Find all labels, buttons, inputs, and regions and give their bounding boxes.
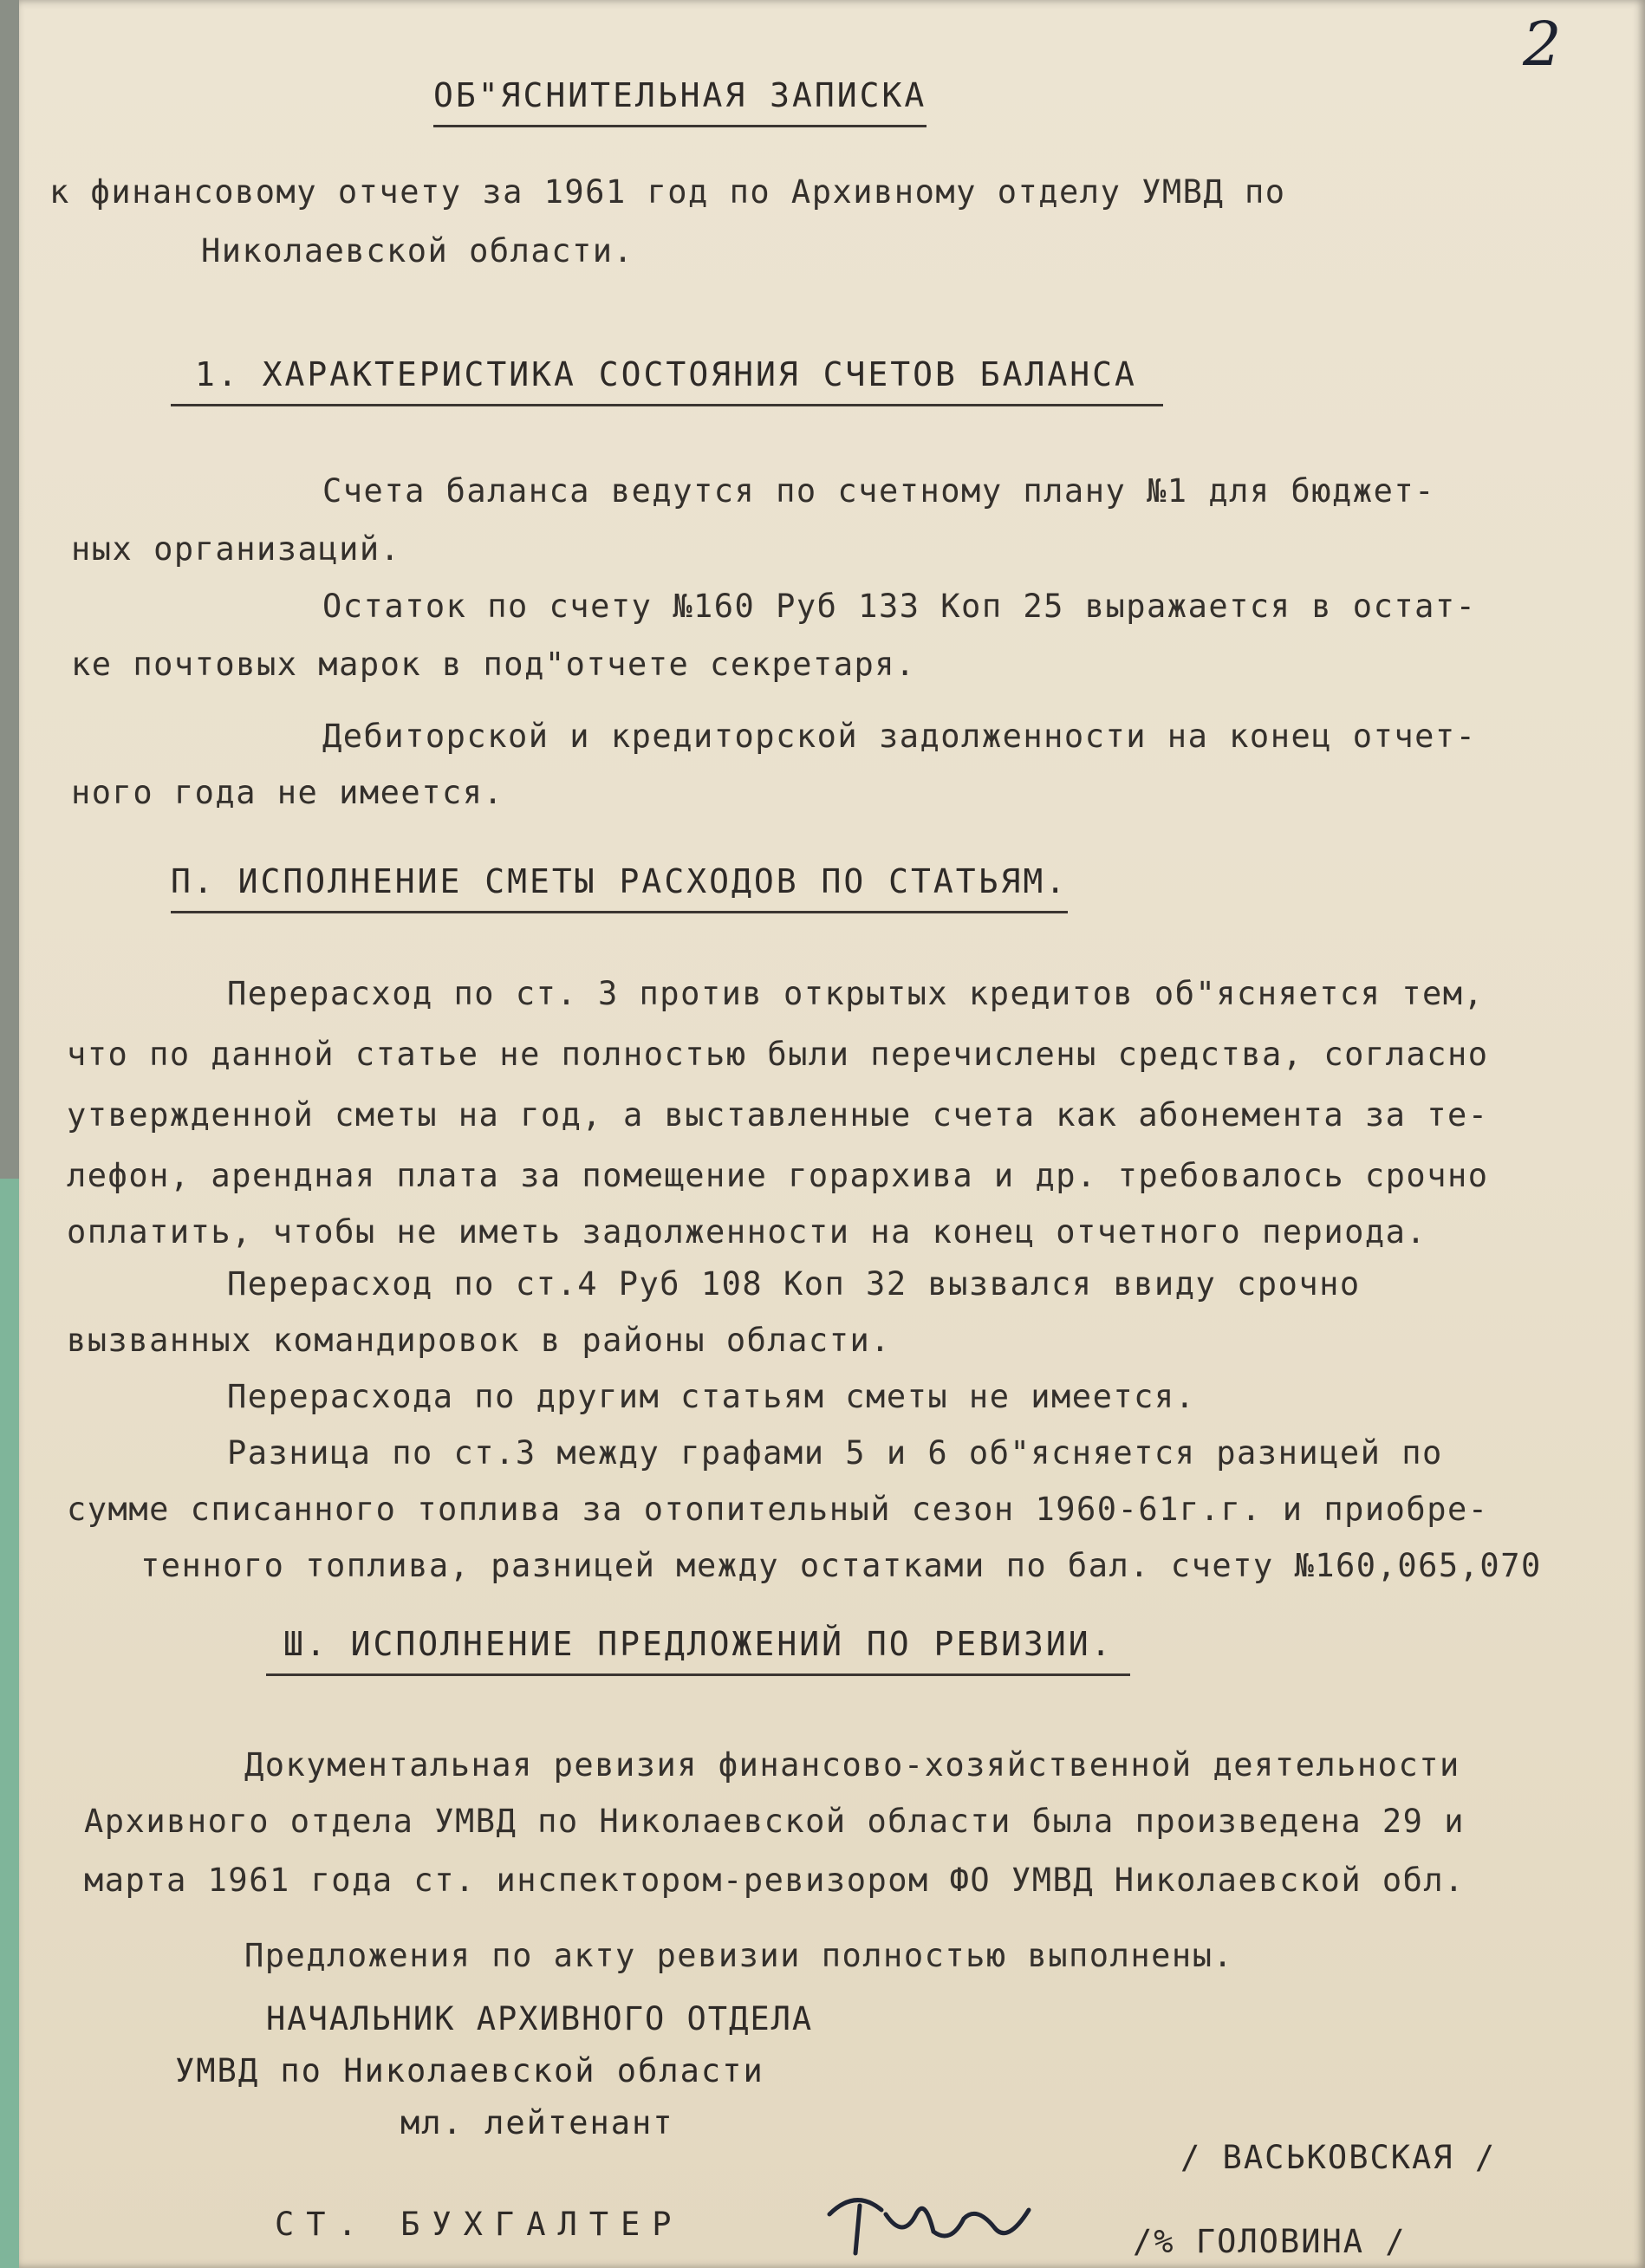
document-title: ОБ"ЯСНИТЕЛЬНАЯ ЗАПИСКА xyxy=(433,76,927,127)
handwritten-signature xyxy=(821,2180,1046,2258)
section2-line: Перерасход по ст.4 Руб 108 Коп 32 вызвался ввиду срочно xyxy=(227,1265,1361,1303)
section2-line: оплатить, чтобы не иметь задолженности на конец отчетного периода. xyxy=(67,1213,1427,1251)
section3-line: Предложения по акту ревизии полностью выполнены. xyxy=(244,1937,1234,1974)
accountant-title: СТ. БУХГАЛТЕР xyxy=(275,2206,684,2243)
chief-name: / ВАСЬКОВСКАЯ / xyxy=(1180,2139,1497,2176)
section2-line: Перерасход по ст. 3 против открытых кредитов об"ясняется тем, xyxy=(227,975,1485,1012)
section1-line: ного года не имеется. xyxy=(71,774,504,811)
section2-line: вызванных командировок в районы области. xyxy=(67,1322,892,1359)
document-page xyxy=(19,0,1645,2268)
accountant-name: /% ГОЛОВИНА / xyxy=(1133,2223,1407,2260)
section2-line: сумме списанного топлива за отопительный сезон 1960-61г.г. и приобре- xyxy=(67,1491,1489,1528)
section1-heading: 1. ХАРАКТЕРИСТИКА СОСТОЯНИЯ СЧЕТОВ БАЛАНСА xyxy=(171,355,1163,406)
section2-line: Разница по ст.3 между графами 5 и 6 об"ясняется разницей по xyxy=(227,1434,1443,1472)
section2-line: лефон, арендная плата за помещение горархива и др. требовалось срочно xyxy=(67,1157,1489,1194)
chief-title-line: мл. лейтенант xyxy=(400,2104,674,2141)
section3-line: Архивного отдела УМВД по Николаевской области была произведена 29 и xyxy=(84,1803,1465,1840)
section2-line: Перерасхода по другим статьям сметы не имеется. xyxy=(227,1378,1196,1415)
section3-heading: Ш. ИСПОЛНЕНИЕ ПРЕДЛОЖЕНИЙ ПО РЕВИЗИИ. xyxy=(266,1625,1130,1676)
subtitle-line: к финансовому отчету за 1961 год по Архивному отделу УМВД по xyxy=(49,173,1286,211)
section3-line: марта 1961 года ст. инспектором-ревизором ФО УМВД Николаевской обл. xyxy=(84,1862,1465,1899)
section1-line: Остаток по счету №160 Руб 133 Коп 25 выражается в остат- xyxy=(322,588,1477,625)
section1-line: Счета баланса ведутся по счетному плану №1 для бюджет- xyxy=(322,472,1435,510)
section1-line: ных организаций. xyxy=(71,530,401,568)
section2-line: тенного топлива, разницей между остатками по бал. счету №160,065,070 xyxy=(140,1547,1542,1584)
section2-heading: П. ИСПОЛНЕНИЕ СМЕТЫ РАСХОДОВ ПО СТАТЬЯМ. xyxy=(171,862,1068,913)
section1-line: Дебиторской и кредиторской задолженности на конец отчет- xyxy=(322,718,1477,755)
section3-line: Документальная ревизия финансово-хозяйственной деятельности xyxy=(244,1746,1460,1784)
section2-line: что по данной статье не полностью были перечислены средства, согласно xyxy=(67,1036,1489,1073)
chief-title-line: УМВД по Николаевской области xyxy=(175,2052,764,2089)
chief-title-line: НАЧАЛЬНИК АРХИВНОГО ОТДЕЛА xyxy=(266,2000,814,2037)
page-number: 2 xyxy=(1523,9,1562,80)
section1-line: ке почтовых марок в под"отчете секретаря. xyxy=(71,646,916,683)
subtitle-line: Николаевской области. xyxy=(201,232,634,270)
section2-line: утвержденной сметы на год, а выставленные счета как абонемента за те- xyxy=(67,1096,1489,1134)
